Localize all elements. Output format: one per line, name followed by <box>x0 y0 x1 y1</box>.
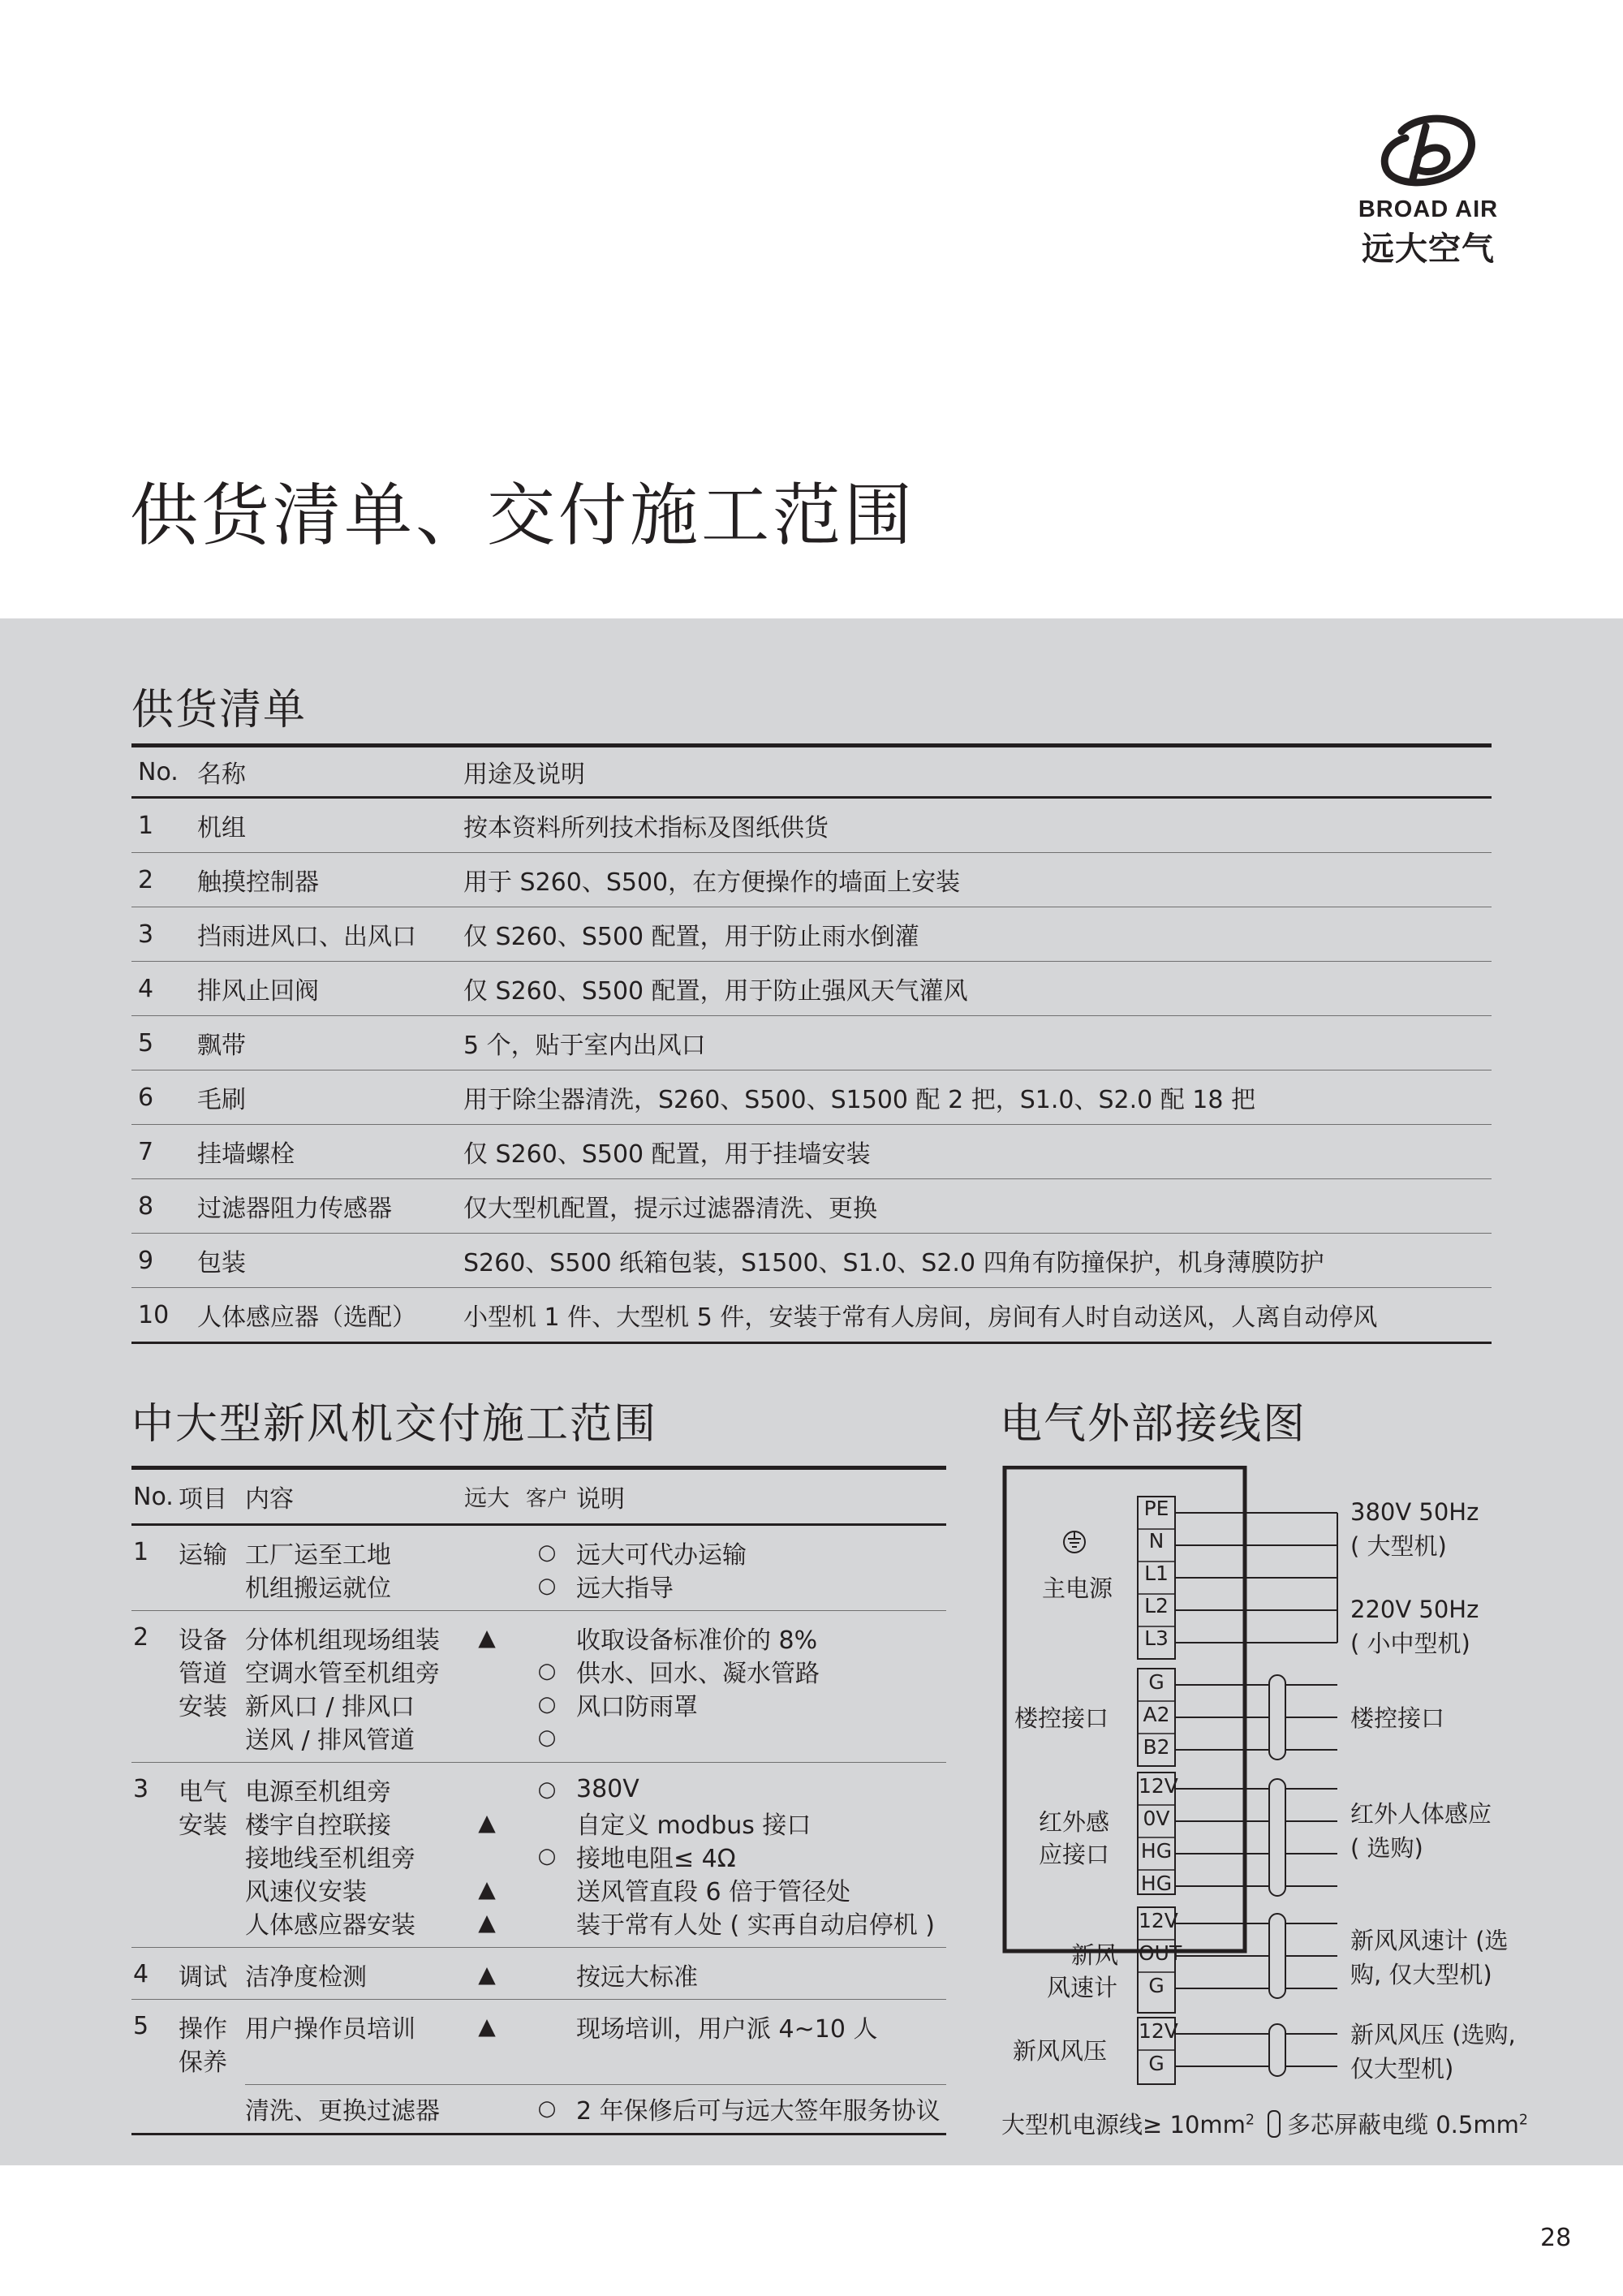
legend-power-cable: 大型机电源线≥ $10mm^2$ <box>1001 2111 1255 2139</box>
label-ir-line2: ( 选购) <box>1350 1834 1423 1862</box>
line-content: 工厂运至工地 <box>245 1540 391 1570</box>
label-380v: 380V 50Hz <box>1350 1498 1479 1526</box>
table-row <box>131 1016 1492 1070</box>
scope-group <box>131 1526 946 1611</box>
label-bms: 楼控接口 <box>1350 1704 1445 1732</box>
row-name: 挂墙螺栓 <box>197 1140 295 1169</box>
group-speed-line2: 风速计 <box>1047 1974 1118 2001</box>
terminal-12v: 12V <box>1139 1774 1178 1798</box>
supply-list-title: 供货清单 <box>131 686 308 734</box>
line-item: 调试 <box>179 1962 227 1992</box>
line-desc: 380V <box>576 1775 639 1803</box>
line-content: 空调水管至机组旁 <box>245 1659 440 1688</box>
terminal-0v: 0V <box>1143 1807 1170 1830</box>
group-ir-line2: 应接口 <box>1039 1841 1110 1868</box>
header-yuanda: 远大 <box>463 1484 510 1511</box>
line-desc: 收取设备标准价的 8% <box>576 1626 818 1655</box>
wiring-title: 电气外部接线图 <box>1000 1400 1307 1449</box>
scope-line <box>131 1536 946 1569</box>
header-item: 项目 <box>179 1485 227 1514</box>
row-name: 排风止回阀 <box>197 977 319 1006</box>
terminal-pe: PE <box>1143 1497 1169 1520</box>
line-item: 安装 <box>179 1692 227 1721</box>
row-desc: 仅 S260、S500 配置，用于挂墙安装 <box>463 1140 871 1169</box>
line-desc: 接地电阻≤ 4Ω <box>576 1844 736 1873</box>
label-speed-line1: 新风风速计 (选 <box>1350 1927 1509 1954</box>
row-no: 10 <box>138 1300 170 1329</box>
row-no: 4 <box>138 974 154 1003</box>
terminal-b2: B2 <box>1143 1735 1170 1759</box>
row-name: 包装 <box>197 1249 246 1277</box>
line-content: 清洗、更换过滤器 <box>245 2096 440 2126</box>
scope-line <box>131 1906 946 1939</box>
line-content: 用户操作员培训 <box>245 2014 415 2044</box>
group-main-power: 主电源 <box>1042 1574 1113 1602</box>
label-220v: 220V 50Hz <box>1350 1596 1479 1623</box>
row-desc: S260、S500 纸箱包装，S1500、S1.0、S2.0 四角有防撞保护，机身薄膜防护 <box>463 1249 1324 1277</box>
row-name: 毛刷 <box>197 1086 246 1114</box>
shield-capsule-speed <box>1269 1914 1285 1998</box>
scope-line <box>131 2010 946 2043</box>
table-row <box>131 853 1492 907</box>
label-pressure-line2: 仅大型机) <box>1350 2055 1454 2083</box>
line-item: 管道 <box>179 1659 227 1688</box>
terminal-hg: HG <box>1140 1839 1173 1863</box>
scope-line <box>131 1687 946 1721</box>
label-pressure-line1: 新风风压 (选购, <box>1350 2021 1516 2048</box>
scope-table-header <box>131 1470 946 1526</box>
header-desc: 说明 <box>576 1485 625 1514</box>
row-no: 3 <box>138 920 154 949</box>
row-no: 5 <box>138 1028 154 1058</box>
line-content: 人体感应器安装 <box>245 1910 415 1940</box>
scope-group <box>131 1611 946 1763</box>
line-content: 楼宇自控联接 <box>245 1811 391 1840</box>
row-no: 8 <box>138 1191 154 1221</box>
line-desc: 现场培训，用户派 4~10 人 <box>576 2014 878 2044</box>
group-bms: 楼控接口 <box>1014 1704 1109 1732</box>
row-name: 过滤器阻力传感器 <box>197 1195 392 1223</box>
wiring-legend <box>1001 2107 1528 2140</box>
group-no: 4 <box>133 1960 149 1988</box>
scope-title: 中大型新风机交付施工范围 <box>131 1400 658 1449</box>
row-name: 机组 <box>197 814 246 842</box>
terminal-12v: 12V <box>1139 1909 1178 1932</box>
yuanda-mark: ▲ <box>478 1961 496 1988</box>
table-row <box>131 1179 1492 1234</box>
customer-mark: ○ <box>537 1843 557 1868</box>
group-no: 5 <box>133 2012 149 2040</box>
scope-group <box>131 1763 946 1948</box>
scope-group <box>131 1948 946 2000</box>
terminal-g: G <box>1148 1670 1165 1694</box>
line-item: 安装 <box>179 1811 227 1840</box>
line-item: 电气 <box>179 1777 227 1807</box>
header-no: No. <box>133 1482 174 1511</box>
scope-line <box>131 1621 946 1654</box>
scope-line <box>131 1654 946 1687</box>
line-content: 接地线至机组旁 <box>245 1844 415 1873</box>
row-no: 6 <box>138 1083 154 1112</box>
customer-mark: ○ <box>537 1691 557 1717</box>
line-content: 风速仪安装 <box>245 1877 367 1906</box>
scope-table <box>131 1466 946 2135</box>
header-content: 内容 <box>245 1485 294 1514</box>
table-row <box>131 1070 1492 1125</box>
table-row <box>131 1234 1492 1288</box>
terminal-hg: HG <box>1140 1872 1173 1895</box>
terminal-g: G <box>1148 1974 1165 1997</box>
page-number: 28 <box>1540 2224 1572 2252</box>
line-content: 洁净度检测 <box>245 1962 367 1992</box>
row-name: 触摸控制器 <box>197 868 319 897</box>
scope-line <box>131 1839 946 1872</box>
line-item: 运输 <box>179 1540 227 1570</box>
line-desc: 自定义 modbus 接口 <box>576 1811 812 1840</box>
customer-mark: ○ <box>537 1573 557 1598</box>
customer-mark: ○ <box>537 2096 557 2121</box>
row-desc: 用于除尘器清洗，S260、S500、S1500 配 2 把，S1.0、S2.0 配 18 把 <box>463 1086 1255 1114</box>
yuanda-mark: ▲ <box>478 1809 496 1836</box>
row-desc: 小型机 1 件、大型机 5 件，安装于常有人房间，房间有人时自动送风，人离自动停风 <box>463 1303 1378 1332</box>
group-no: 3 <box>133 1775 149 1803</box>
line-desc: 2 年保修后可与远大签年服务协议 <box>576 2096 941 2126</box>
yuanda-mark: ▲ <box>478 2013 496 2040</box>
label-speed-line2: 购, 仅大型机) <box>1350 1961 1492 1988</box>
line-desc: 远大可代办运输 <box>576 1540 747 1570</box>
scope-line <box>131 1958 946 1991</box>
scope-line <box>131 1806 946 1839</box>
shield-capsule-bms <box>1269 1675 1285 1760</box>
header-customer: 客户 <box>525 1486 568 1511</box>
shield-cable-icon <box>1268 2110 1281 2138</box>
row-desc: 5 个，贴于室内出风口 <box>463 1032 706 1060</box>
group-no: 2 <box>133 1623 149 1652</box>
group-ir-line1: 红外感 <box>1039 1808 1110 1836</box>
table-row <box>131 1288 1492 1344</box>
row-desc: 用于 S260、S500，在方便操作的墙面上安装 <box>463 868 961 897</box>
scope-line <box>131 1872 946 1906</box>
table-row <box>131 799 1492 853</box>
row-name: 飘带 <box>197 1032 246 1060</box>
scope-line <box>131 1773 946 1806</box>
group-pressure: 新风风压 <box>1013 2037 1108 2065</box>
scope-line <box>131 2043 946 2076</box>
line-desc: 远大指导 <box>576 1574 674 1603</box>
line-content: 新风口 / 排风口 <box>245 1692 415 1721</box>
supply-table <box>131 743 1492 1344</box>
brand-name-cn: 远大空气 <box>1362 230 1495 268</box>
line-item: 操作 <box>179 2014 227 2044</box>
shield-capsule-ir <box>1269 1779 1285 1896</box>
line-desc: 按远大标准 <box>576 1962 698 1992</box>
terminal-l1: L1 <box>1144 1562 1169 1585</box>
table-row <box>131 907 1492 962</box>
yuanda-mark: ▲ <box>478 1624 496 1651</box>
customer-mark: ○ <box>537 1725 557 1750</box>
supply-table-header <box>131 747 1492 799</box>
terminal-l3: L3 <box>1144 1626 1169 1650</box>
header-name: 名称 <box>197 760 246 789</box>
row-no: 9 <box>138 1246 154 1275</box>
yuanda-mark: ▲ <box>478 1876 496 1902</box>
shield-capsule-pressure <box>1269 2024 1285 2076</box>
label-220v-note: ( 小中型机) <box>1350 1630 1470 1657</box>
label-380v-note: ( 大型机) <box>1350 1532 1447 1560</box>
header-no: No. <box>138 757 179 786</box>
line-desc: 送风管直段 6 倍于管径处 <box>576 1877 851 1906</box>
scope-line <box>245 2084 946 2125</box>
customer-mark: ○ <box>537 1658 557 1683</box>
terminal-out: OUT <box>1139 1941 1182 1965</box>
line-content: 送风 / 排风管道 <box>245 1725 415 1755</box>
row-name: 人体感应器（选配） <box>197 1303 416 1332</box>
row-desc: 仅 S260、S500 配置，用于防止雨水倒灌 <box>463 923 919 951</box>
table-row <box>131 962 1492 1016</box>
yuanda-mark: ▲ <box>478 1909 496 1936</box>
line-content: 机组搬运就位 <box>245 1574 391 1603</box>
line-content: 电源至机组旁 <box>245 1777 391 1807</box>
scope-line <box>131 1721 946 1754</box>
terminal-12v: 12V <box>1139 2019 1178 2043</box>
terminal-a2: A2 <box>1143 1703 1170 1726</box>
ground-icon <box>1064 1531 1085 1553</box>
line-desc: 风口防雨罩 <box>576 1692 698 1721</box>
line-desc: 装于常有人处 ( 实再自动启停机 ) <box>576 1910 936 1940</box>
customer-mark: ○ <box>537 1777 557 1802</box>
group-no: 1 <box>133 1538 149 1566</box>
legend-shield-cable: 多芯屏蔽电缆 $0.5mm^2$ <box>1287 2111 1528 2139</box>
row-desc: 仅大型机配置，提示过滤器清洗、更换 <box>463 1195 877 1223</box>
page-title: 供货清单、交付施工范围 <box>130 476 916 555</box>
terminal-n: N <box>1148 1529 1165 1553</box>
label-ir-line1: 红外人体感应 <box>1350 1800 1492 1828</box>
scope-line <box>131 1569 946 1602</box>
line-desc: 供水、回水、凝水管路 <box>576 1659 820 1688</box>
row-name: 挡雨进风口、出风口 <box>197 923 416 951</box>
row-no: 2 <box>138 865 154 894</box>
header-desc: 用途及说明 <box>463 760 585 789</box>
wiring-diagram <box>1000 1466 1535 2115</box>
terminal-g: G <box>1148 2052 1165 2075</box>
customer-mark: ○ <box>537 1540 557 1565</box>
row-desc: 按本资料所列技术指标及图纸供货 <box>463 814 829 842</box>
line-item: 保养 <box>179 2048 227 2077</box>
scope-group <box>131 2000 946 2135</box>
group-speed-line1: 新风 <box>1071 1941 1119 1969</box>
row-no: 1 <box>138 811 154 840</box>
row-desc: 仅 S260、S500 配置，用于防止强风天气灌风 <box>463 977 968 1006</box>
terminal-l2: L2 <box>1144 1594 1169 1618</box>
broad-air-logo-icon <box>1377 114 1479 190</box>
table-row <box>131 1125 1492 1179</box>
brand-name-en: BROAD AIR <box>1358 196 1499 222</box>
line-item: 设备 <box>179 1626 227 1655</box>
row-no: 7 <box>138 1137 154 1166</box>
brand-logo <box>1347 114 1509 276</box>
line-content: 分体机组现场组装 <box>245 1626 440 1655</box>
